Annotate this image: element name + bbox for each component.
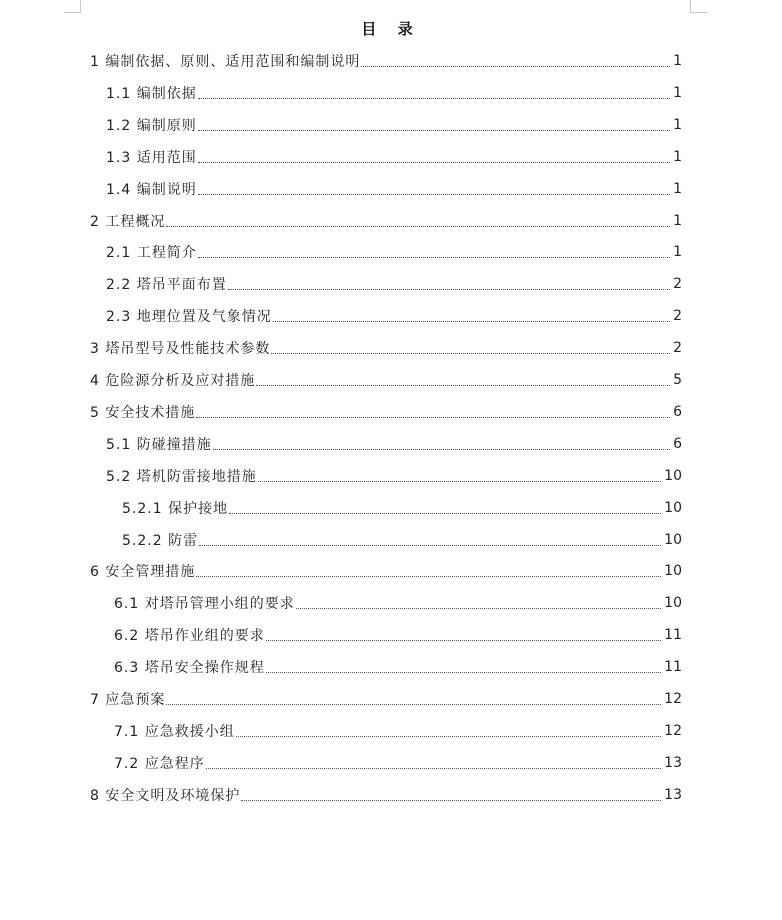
toc-entry-page-number: 10 — [664, 532, 682, 548]
toc-dot-leader — [166, 704, 661, 705]
toc-dot-leader — [273, 321, 670, 322]
toc-entry-page-number: 10 — [664, 468, 682, 484]
toc-entry[interactable] — [106, 173, 682, 205]
toc-entry-page-number: 2 — [673, 340, 682, 356]
toc-dot-leader — [198, 98, 670, 99]
toc-entry-page-number: 12 — [664, 691, 682, 707]
toc-entry-title: 2 工程概况 — [90, 214, 166, 230]
toc-dot-leader — [256, 385, 670, 386]
toc-entry-page-number: 1 — [673, 244, 682, 260]
page-corner-mark-right — [690, 0, 707, 13]
toc-dot-leader — [199, 545, 661, 546]
toc-entry[interactable] — [114, 651, 682, 683]
toc-entry[interactable] — [106, 141, 682, 173]
toc-entry-page-number: 11 — [664, 659, 682, 675]
toc-entry[interactable] — [106, 300, 682, 332]
toc-entry[interactable] — [90, 205, 682, 237]
toc-entry-title: 1 编制依据、原则、适用范围和编制说明 — [90, 54, 361, 70]
toc-entry-title: 5.2 塔机防雷接地措施 — [106, 469, 257, 485]
toc-entry[interactable] — [90, 332, 682, 364]
toc-dot-leader — [236, 736, 661, 737]
toc-entry-page-number: 1 — [673, 53, 682, 69]
toc-entry-title: 1.4 编制说明 — [106, 182, 197, 198]
toc-entry-title: 5.2.2 防雷 — [122, 533, 199, 549]
toc-entry[interactable] — [90, 364, 682, 396]
toc-entry[interactable] — [114, 715, 682, 747]
toc-dot-leader — [166, 226, 670, 227]
toc-entry-page-number: 10 — [664, 595, 682, 611]
toc-entry-title: 8 安全文明及环境保护 — [90, 788, 241, 804]
toc-entry-title: 2.1 工程简介 — [106, 245, 197, 261]
toc-dot-leader — [198, 162, 670, 163]
toc-dot-leader — [196, 417, 670, 418]
toc-dot-leader — [241, 800, 661, 801]
toc-dot-leader — [228, 289, 670, 290]
toc-entry[interactable] — [90, 683, 682, 715]
toc-entry-title: 1.2 编制原则 — [106, 118, 197, 134]
toc-entry[interactable] — [106, 109, 682, 141]
toc-dot-leader — [266, 640, 661, 641]
toc-entry-page-number: 2 — [673, 276, 682, 292]
toc-entry-page-number: 12 — [664, 723, 682, 739]
toc-entry-title: 4 危险源分析及应对措施 — [90, 373, 256, 389]
toc-entry-title: 6.1 对塔吊管理小组的要求 — [114, 596, 295, 612]
toc-entry-page-number: 1 — [673, 213, 682, 229]
toc-entry-title: 5.2.1 保护接地 — [122, 501, 229, 517]
toc-entry-page-number: 1 — [673, 149, 682, 165]
toc-entry[interactable] — [106, 77, 682, 109]
toc-entry-title: 1.1 编制依据 — [106, 86, 197, 102]
toc-dot-leader — [198, 130, 670, 131]
toc-entry-page-number: 1 — [673, 85, 682, 101]
toc-entry-page-number: 1 — [673, 181, 682, 197]
toc-entry-page-number: 2 — [673, 308, 682, 324]
toc-entry[interactable] — [106, 236, 682, 268]
toc-dot-leader — [213, 449, 670, 450]
toc-entry[interactable] — [114, 587, 682, 619]
toc-entry[interactable] — [106, 268, 682, 300]
toc-entry-title: 6.3 塔吊安全操作规程 — [114, 660, 265, 676]
toc-entry[interactable] — [122, 492, 682, 524]
toc-entry-title: 7 应急预案 — [90, 692, 166, 708]
toc-dot-leader — [198, 194, 670, 195]
toc-entry-title: 2.2 塔吊平面布置 — [106, 277, 227, 293]
toc-entry[interactable] — [106, 428, 682, 460]
toc-entry-title: 6.2 塔吊作业组的要求 — [114, 628, 265, 644]
toc-dot-leader — [361, 66, 670, 67]
toc-entry[interactable] — [90, 555, 682, 587]
toc-dot-leader — [271, 353, 670, 354]
toc-entry-page-number: 6 — [673, 436, 682, 452]
toc-entry-page-number: 1 — [673, 117, 682, 133]
toc-dot-leader — [296, 608, 661, 609]
toc-dot-leader — [198, 257, 670, 258]
toc-entry[interactable] — [90, 45, 682, 77]
toc-entry-page-number: 10 — [664, 500, 682, 516]
toc-entry-title: 7.1 应急救援小组 — [114, 724, 235, 740]
toc-dot-leader — [229, 513, 661, 514]
toc-entry-title: 5 安全技术措施 — [90, 405, 196, 421]
toc-entry[interactable] — [106, 460, 682, 492]
toc-entry-page-number: 13 — [664, 787, 682, 803]
toc-entry-title: 1.3 适用范围 — [106, 150, 197, 166]
toc-entry[interactable] — [90, 779, 682, 811]
toc-entry-title: 2.3 地理位置及气象情况 — [106, 309, 272, 325]
page-corner-mark-left — [64, 0, 81, 13]
toc-entry[interactable] — [90, 396, 682, 428]
toc-entry-title: 5.1 防碰撞措施 — [106, 437, 212, 453]
toc-entry[interactable] — [114, 619, 682, 651]
toc-dot-leader — [258, 481, 661, 482]
toc-title: 目 录 — [361, 20, 421, 38]
toc-dot-leader — [206, 768, 661, 769]
toc-entry-page-number: 10 — [664, 563, 682, 579]
toc-entry-title: 6 安全管理措施 — [90, 564, 196, 580]
toc-entry-page-number: 11 — [664, 627, 682, 643]
toc-entry-page-number: 6 — [673, 404, 682, 420]
toc-entry-title: 3 塔吊型号及性能技术参数 — [90, 341, 271, 357]
toc-entry[interactable] — [114, 747, 682, 779]
toc-entry[interactable] — [122, 524, 682, 556]
toc-dot-leader — [266, 672, 661, 673]
toc-entry-title: 7.2 应急程序 — [114, 756, 205, 772]
toc-entry-page-number: 13 — [664, 755, 682, 771]
toc-dot-leader — [196, 576, 661, 577]
toc-entry-page-number: 5 — [673, 372, 682, 388]
